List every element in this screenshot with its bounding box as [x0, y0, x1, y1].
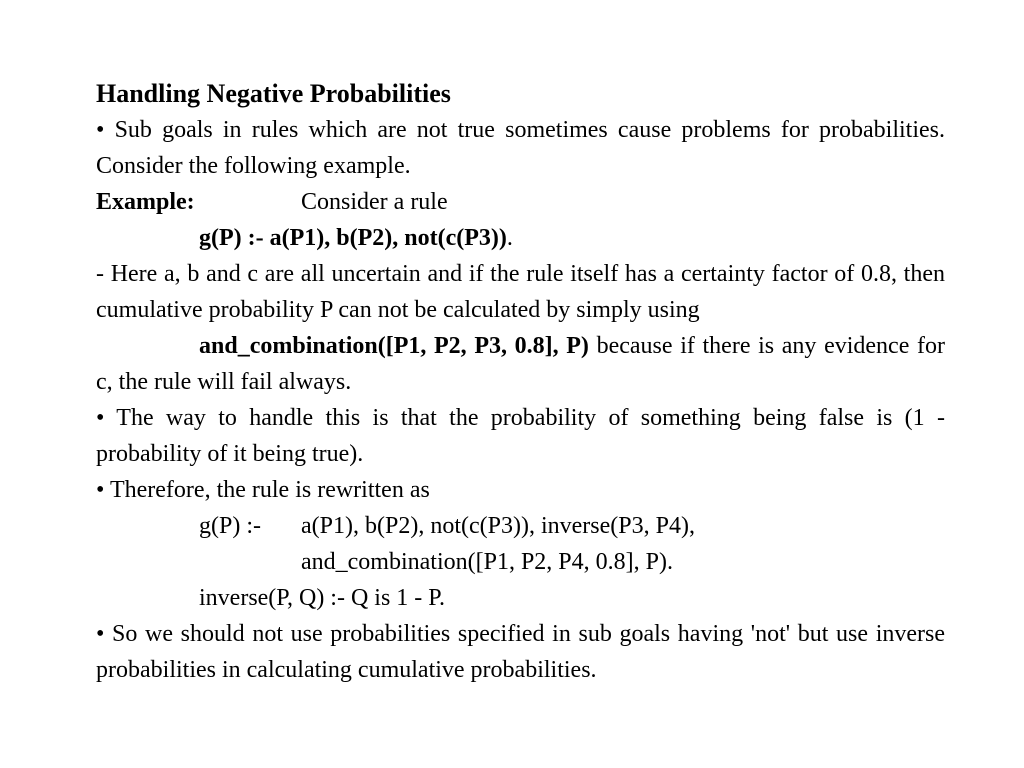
rewrite-line-2: and_combination([P1, P2, P4, 0.8], P).	[301, 549, 673, 575]
inverse-rule: inverse(P, Q) :- Q is 1 - P.	[199, 585, 445, 611]
and-combination-rest: because if there is any evidence for c, the rule will fail always.	[96, 333, 945, 395]
bullet-inverse-probabilities: • So we should not use probabilities specified in sub goals having 'not' but use inverse probabilities in calculating cumulative probabilities.	[96, 621, 945, 683]
rule-end: .	[506, 225, 513, 251]
bullet-rewritten: • Therefore, the rule is rewritten as	[96, 477, 430, 503]
example-label: Example:	[96, 189, 195, 215]
dash-paragraph: - Here a, b and c are all uncertain and if the rule itself has a certainty factor of 0.8, then cumulative probability P can not be calculated by simply using	[96, 261, 945, 323]
rewrite-body-1: a(P1), b(P2), not(c(P3)), inverse(P3, P4),	[301, 513, 695, 539]
rewrite-head: g(P) :-	[199, 513, 261, 539]
example-text: Consider a rule	[301, 189, 448, 215]
slide-content	[96, 76, 945, 688]
rule-line	[96, 220, 945, 256]
and-combination-paragraph	[96, 328, 945, 400]
bullet-sub-goals: • Sub goals in rules which are not true sometimes cause problems for probabilities. Consider the following example.	[96, 117, 945, 179]
rewrite-line-1	[96, 508, 945, 544]
bullet-handle-false: • The way to handle this is that the probability of something being false is (1 - probability of it being true).	[96, 405, 945, 467]
rule-bold: g(P) :- a(P1), b(P2), not(c(P3))	[199, 225, 507, 251]
example-line	[96, 184, 945, 220]
slide-title: Handling Negative Probabilities	[96, 79, 451, 108]
and-combination-bold: and_combination([P1, P2, P3, 0.8], P)	[199, 333, 589, 359]
